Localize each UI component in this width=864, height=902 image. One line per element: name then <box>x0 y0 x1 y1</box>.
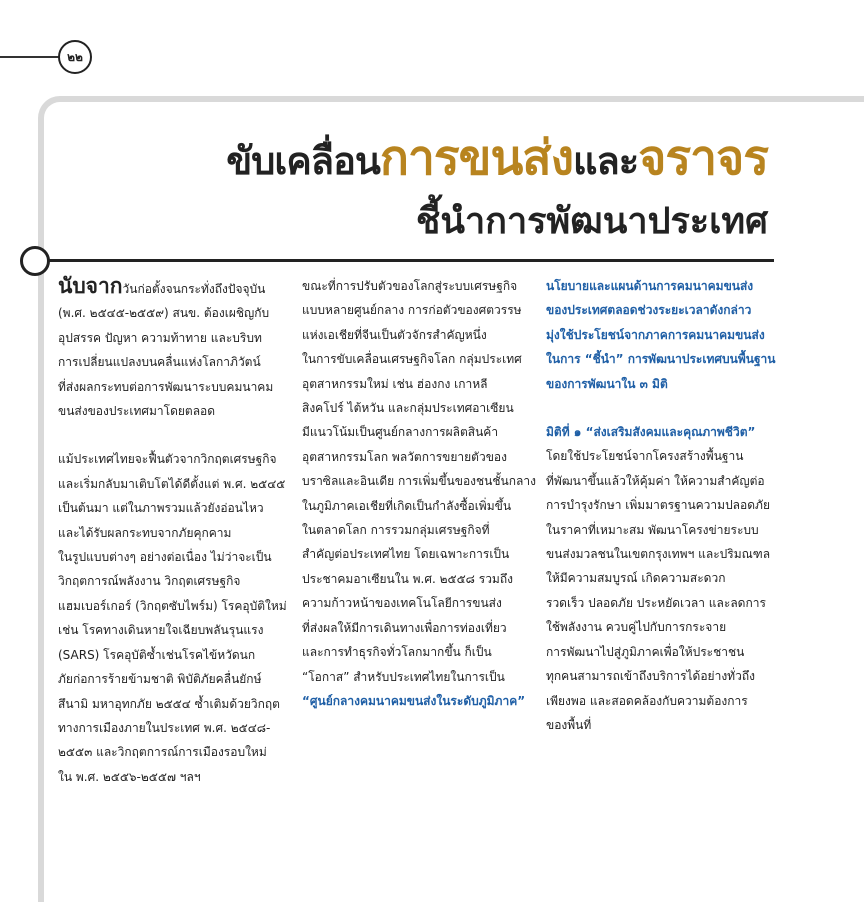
intro-highlight-line: นโยบายและแผนด้านการคมนาคมขนส่ง <box>546 279 754 293</box>
article-title <box>226 126 768 193</box>
text-line: อุตสาหกรรมโลก พลวัตการขยายตัวของ <box>302 449 507 464</box>
text-line: ประชาคมอาเซียนใน พ.ศ. ๒๕๕๘ รวมถึง <box>302 571 513 586</box>
highlight-line: “ศูนย์กลางคมนาคมขนส่งในระดับภูมิภาค” <box>302 693 526 708</box>
article-subtitle: ชี้นำการพัฒนาประเทศ <box>415 201 768 242</box>
text-line: ในภูมิภาคเอเชียที่เกิดเป็นกำลังซื้อเพิ่มขึ้น <box>302 498 512 513</box>
text-line: (SARS) โรคอุบัติซ้ำเช่นโรคไข้หวัดนก <box>58 647 256 662</box>
text-line: ความก้าวหน้าของเทคโนโลยีการขนส่ง <box>302 596 502 611</box>
intro-highlight-line: ของประเทศตลอดช่วงระยะเวลาดังกล่าว <box>546 303 752 318</box>
text-line: สึนามิ มหาอุทกภัย ๒๕๕๔ ซ้ำเติมด้วยวิกฤต <box>58 696 280 711</box>
text-line: สำคัญต่อประเทศไทย โดยเฉพาะการเป็น <box>302 547 510 562</box>
text-line: โดยใช้ประโยชน์จากโครงสร้างพื้นฐาน <box>546 449 744 464</box>
intro-highlight-line: ของการพัฒนาใน ๓ มิติ <box>546 376 668 391</box>
text-line: ให้มีความสมบูรณ์ เกิดความสะดวก <box>546 571 726 586</box>
lead-word: นับจาก <box>58 274 123 298</box>
text-line: สิงคโปร์ ไต้หวัน และกลุ่มประเทศอาเซียน <box>302 401 514 416</box>
text-line: ขนส่งของประเทศมาโดยตลอด <box>58 404 216 419</box>
text-line: ใน พ.ศ. ๒๕๕๖-๒๕๕๗ ฯลฯ <box>58 769 201 784</box>
text-line: อุปสรรค ปัญหา ความท้าทาย และบริบท <box>58 330 262 345</box>
text-line: การเปลี่ยนแปลงบนคลื่นแห่งโลกาภิวัตน์ <box>58 355 261 370</box>
text-line: การบำรุงรักษา เพิ่มมาตรฐานความปลอดภัย <box>546 498 770 513</box>
text-line: ในรูปแบบต่างๆ อย่างต่อเนื่อง ไม่ว่าจะเป็น <box>58 550 272 565</box>
column-3 <box>546 274 774 737</box>
title-part1: ขับเคลื่อน <box>226 139 380 183</box>
text-line: ในราคาที่เหมาะสม พัฒนาโครงข่ายระบบ <box>546 522 759 537</box>
text-line: ขนส่งมวลชนในเขตกรุงเทพฯ และปริมณฑล <box>546 547 771 562</box>
text-line: (พ.ศ. ๒๕๔๕-๒๕๕๙) สนข. ต้องเผชิญกับ <box>58 306 270 321</box>
text-line: ที่ส่งผลกระทบต่อการพัฒนาระบบคมนาคม <box>58 379 274 394</box>
intro-highlight-line: มุ่งใช้ประโยชน์จากภาคการคมนาคมขนส่ง <box>546 327 765 342</box>
text-line: ทางการเมืองภายในประเทศ พ.ศ. ๒๕๔๘- <box>58 720 271 735</box>
paragraph-gap <box>58 423 282 447</box>
text-line: วันก่อตั้งจนกระทั่งถึงปัจจุบัน <box>122 282 266 296</box>
text-line: และการทำธุรกิจทั่วโลกมากขึ้น ก็เป็น <box>302 645 492 660</box>
rule-circle-marker <box>20 246 50 276</box>
text-line: ในตลาดโลก การรวมกลุ่มเศรษฐกิจที่ <box>302 523 490 538</box>
header-rule <box>34 259 774 262</box>
text-line: อุตสาหกรรมใหม่ เช่น ฮ่องกง เกาหลี <box>302 376 488 391</box>
text-line: แม้ประเทศไทยจะฟื้นตัวจากวิกฤตเศรษฐกิจ <box>58 452 277 467</box>
text-line: และเริ่มกลับมาเติบโตได้ดีตั้งแต่ พ.ศ. ๒๕๔๕ <box>58 476 286 491</box>
text-line: แฮมเบอร์เกอร์ (วิกฤตซับไพร์ม) โรคอุบัติใหม่ <box>58 598 287 613</box>
text-line: มีแนวโน้มเป็นศูนย์กลางการผลิตสินค้า <box>302 425 499 440</box>
text-line: เพียงพอ และสอดคล้องกับความต้องการ <box>546 693 748 708</box>
page-number: ๒๒ <box>58 40 92 74</box>
text-line: ของพื้นที่ <box>546 717 592 732</box>
text-line: การพัฒนาไปสู่ภูมิภาคเพื่อให้ประชาชน <box>546 644 745 659</box>
page-number-line <box>0 56 66 58</box>
text-line: แห่งเอเชียที่จีนเป็นตัวจักรสำคัญหนึ่ง <box>302 327 487 342</box>
text-line: วิกฤตการณ์พลังงาน วิกฤตเศรษฐกิจ <box>58 574 241 589</box>
text-line: เช่น โรคทางเดินหายใจเฉียบพลันรุนแรง <box>58 623 264 638</box>
dimension-heading: มิติที่ ๑ “ส่งเสริมสังคมและคุณภาพชีวิต” <box>546 425 756 440</box>
column-1-first-line <box>58 274 282 301</box>
column-2 <box>302 274 536 713</box>
text-line: ทุกคนสามารถเข้าถึงบริการได้อย่างทั่วถึง <box>546 669 755 684</box>
text-line: แบบหลายศูนย์กลาง การก่อตัวของศตวรรษ <box>302 303 522 318</box>
title-part2: การขนส่ง <box>379 130 574 186</box>
column-1 <box>58 274 287 789</box>
text-line: ภัยก่อการร้ายข้ามชาติ พิบัติภัยคลื่นยักษ์ <box>58 672 262 687</box>
title-part4: จราจร <box>638 130 768 186</box>
title-part3: และ <box>573 139 639 183</box>
text-line: “โอกาส” สำหรับประเทศไทยในการเป็น <box>302 669 505 684</box>
text-line: รวดเร็ว ปลอดภัย ประหยัดเวลา และลดการ <box>546 595 766 610</box>
text-line: เป็นต้นมา แต่ในภาพรวมแล้วยังอ่อนไหว <box>58 501 264 516</box>
text-line: ที่พัฒนาขึ้นแล้วให้คุ้มค่า ให้ความสำคัญต่อ <box>546 473 765 488</box>
text-line: ที่ส่งผลให้มีการเดินทางเพื่อการท่องเที่ยว <box>302 620 507 635</box>
text-line: ๒๕๕๓ และวิกฤตการณ์การเมืองรอบใหม่ <box>58 745 267 760</box>
text-line: บราซิลและอินเดีย การเพิ่มขึ้นของชนชั้นกลาง <box>302 474 536 489</box>
text-line: ใช้พลังงาน ควบคู่ไปกับการกระจาย <box>546 620 727 635</box>
text-line: ขณะที่การปรับตัวของโลกสู่ระบบเศรษฐกิจ <box>302 279 518 293</box>
text-line: ในการขับเคลื่อนเศรษฐกิจโลก กลุ่มประเทศ <box>302 352 522 367</box>
text-line: และได้รับผลกระทบจากภัยคุกคาม <box>58 525 232 540</box>
paragraph-gap <box>546 396 774 420</box>
intro-highlight-line: ในการ “ชี้นำ” การพัฒนาประเทศบนพื้นฐาน <box>546 352 776 367</box>
